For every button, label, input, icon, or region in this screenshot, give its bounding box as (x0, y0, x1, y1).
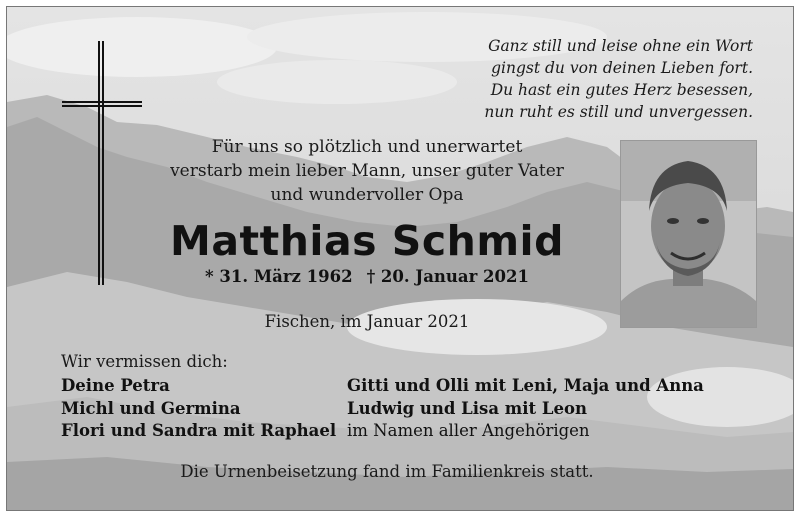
intro-text (167, 135, 567, 207)
mourner-entry: Flori und Sandra mit Raphael (61, 421, 337, 440)
mourners-heading: Wir vermissen dich: (61, 352, 228, 371)
deceased-name: Matthias Schmid (170, 217, 564, 265)
mourners-right-column (347, 375, 704, 443)
poem (453, 35, 753, 123)
portrait-image (621, 141, 756, 327)
birth-date: * 31. März 1962 (205, 267, 353, 286)
poem-line: Du hast ein gutes Herz besessen, (490, 81, 753, 99)
intro-line: verstarb mein lieber Mann, unser guter Vater (170, 161, 564, 181)
mourner-entry: Michl und Germina (61, 398, 241, 418)
mourner-entry: Gitti und Olli mit Leni, Maja und Anna (347, 376, 704, 395)
place-date: Fischen, im Januar 2021 (264, 312, 470, 331)
intro-line: Für uns so plötzlich und unerwartet (211, 137, 523, 157)
life-dates (157, 267, 577, 286)
portrait-photo (620, 140, 757, 328)
obituary-card (6, 6, 794, 511)
poem-line: nun ruht es still und unvergessen. (484, 103, 753, 121)
poem-line: Ganz still und leise ohne ein Wort (488, 37, 753, 55)
mourner-entry: im Namen aller Angehörigen (347, 421, 590, 440)
burial-note: Die Urnenbeisetzung fand im Familienkreis statt. (180, 462, 594, 481)
intro-line: und wundervoller Opa (270, 185, 464, 205)
cross-icon (62, 41, 142, 285)
mourner-entry: Ludwig und Lisa mit Leon (347, 398, 587, 418)
death-date: † 20. Januar 2021 (366, 267, 529, 286)
poem-line: gingst du von deinen Lieben fort. (491, 59, 753, 77)
mourners-left-column (61, 375, 336, 443)
mourner-entry: Deine Petra (61, 376, 170, 395)
